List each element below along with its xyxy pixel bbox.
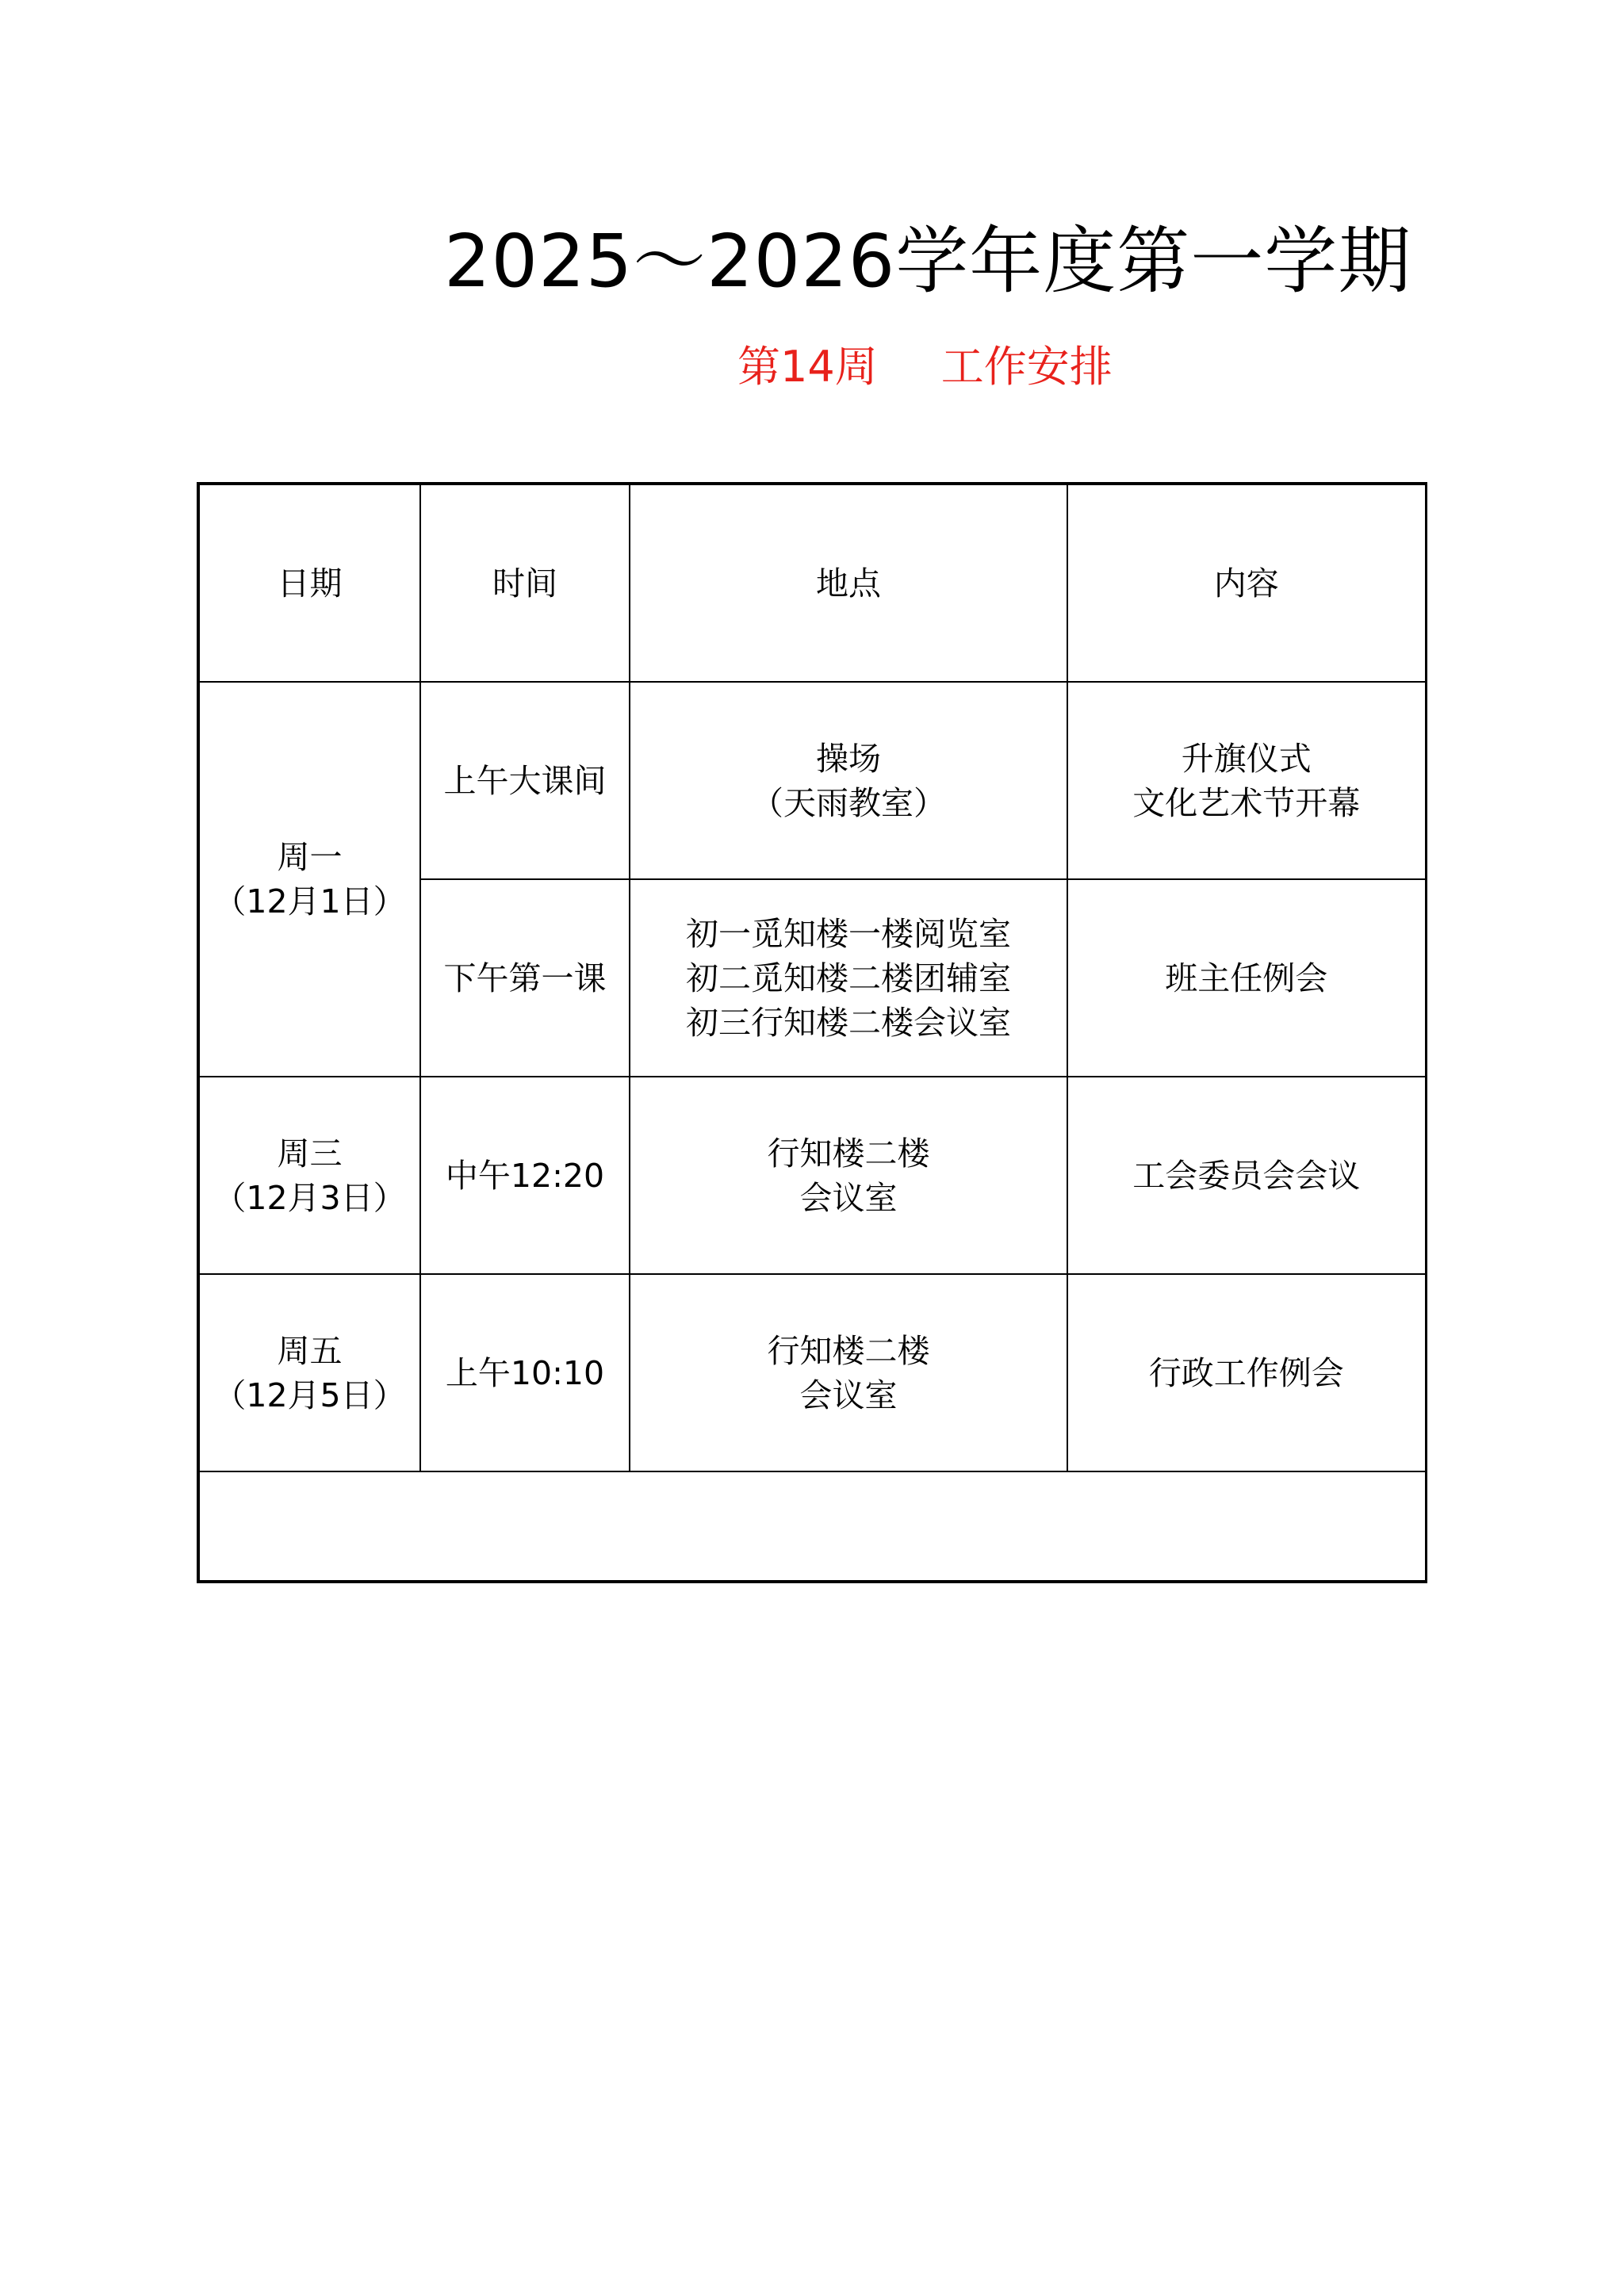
place-line: 操场 bbox=[816, 739, 881, 778]
date-weekday: 周三 bbox=[277, 1134, 343, 1173]
content-cell bbox=[1067, 682, 1426, 879]
date-weekday: 周一 bbox=[277, 838, 343, 876]
place-line: 行知楼二楼 bbox=[767, 1134, 930, 1173]
subtitle-text: 工作安排 bbox=[940, 342, 1113, 392]
header-place: 地点 bbox=[630, 484, 1067, 682]
place-line: 初二觅知楼二楼团辅室 bbox=[686, 959, 1011, 997]
time-cell: 中午12:20 bbox=[420, 1077, 630, 1274]
document-title: 2025～2026学年度第一学期 bbox=[444, 219, 1412, 304]
empty-footer-cell bbox=[198, 1471, 1426, 1582]
place-line: 行知楼二楼 bbox=[767, 1331, 930, 1370]
header-date: 日期 bbox=[198, 484, 420, 682]
content-cell: 行政工作例会 bbox=[1067, 1274, 1426, 1471]
table-header-row bbox=[198, 484, 1426, 682]
week-subtitle bbox=[737, 339, 1113, 395]
date-cell bbox=[198, 682, 420, 1077]
date-cell bbox=[198, 1274, 420, 1471]
content-cell: 工会委员会会议 bbox=[1067, 1077, 1426, 1274]
table-empty-row bbox=[198, 1471, 1426, 1582]
time-cell: 上午10:10 bbox=[420, 1274, 630, 1471]
table-row bbox=[198, 1274, 1426, 1471]
place-line: 会议室 bbox=[799, 1376, 898, 1414]
content-line: 文化艺术节开幕 bbox=[1132, 783, 1361, 822]
place-cell bbox=[630, 682, 1067, 879]
time-cell: 上午大课间 bbox=[420, 682, 630, 879]
date-day: （12月5日） bbox=[213, 1376, 406, 1414]
place-line: （天雨教室） bbox=[751, 783, 946, 822]
place-line: 初三行知楼二楼会议室 bbox=[686, 1003, 1011, 1042]
date-weekday: 周五 bbox=[277, 1331, 343, 1370]
table-row bbox=[198, 682, 1426, 879]
time-cell: 下午第一课 bbox=[420, 879, 630, 1077]
date-cell bbox=[198, 1077, 420, 1274]
place-line: 初一觅知楼一楼阅览室 bbox=[686, 914, 1011, 953]
header-time: 时间 bbox=[420, 484, 630, 682]
week-label: 第14周 bbox=[737, 342, 878, 392]
place-line: 会议室 bbox=[799, 1178, 898, 1217]
content-cell: 班主任例会 bbox=[1067, 879, 1426, 1077]
place-cell bbox=[630, 1077, 1067, 1274]
content-line: 升旗仪式 bbox=[1181, 739, 1312, 778]
place-cell bbox=[630, 1274, 1067, 1471]
place-cell bbox=[630, 879, 1067, 1077]
date-day: （12月3日） bbox=[213, 1178, 406, 1217]
table-row bbox=[198, 1077, 1426, 1274]
header-content: 内容 bbox=[1067, 484, 1426, 682]
schedule-table bbox=[197, 482, 1427, 1583]
date-day: （12月1日） bbox=[213, 882, 406, 920]
